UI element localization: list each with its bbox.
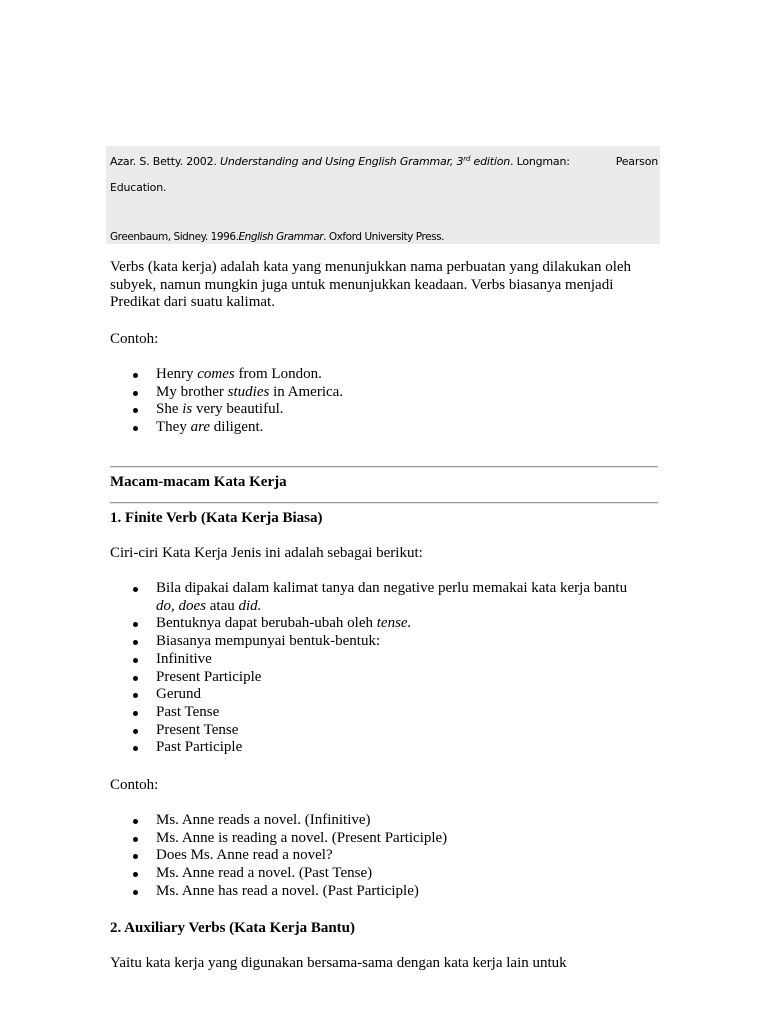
list-item: Ms. Anne read a novel. (Past Tense) — [110, 865, 447, 883]
finite-verb-characteristics-list — [110, 580, 627, 757]
list-item: Does Ms. Anne read a novel? — [110, 847, 447, 865]
list-item: Past Tense — [110, 704, 627, 722]
list-item: Infinitive — [110, 651, 627, 669]
auxiliary-verbs-intro: Yaitu kata kerja yang digunakan bersama-sama dengan kata kerja lain untuk — [110, 955, 567, 971]
reference-azar — [110, 155, 658, 168]
auxiliary-verbs-heading: 2. Auxiliary Verbs (Kata Kerja Bantu) — [110, 920, 356, 936]
contoh-label: Contoh: — [110, 777, 159, 793]
intro-paragraph: Verbs (kata kerja) adalah kata yang menunjukkan nama perbuatan yang dilakukan oleh subyek, namun mungkin juga untuk menunjukkan keadaan. Verbs biasanya menjadi Predikat dari suatu kalimat. — [110, 259, 632, 310]
list-item: Henry comes from London. — [110, 366, 343, 384]
list-item: Ms. Anne is reading a novel. (Present Participle) — [110, 830, 447, 848]
contoh-label: Contoh: — [110, 331, 159, 347]
reference-azar-main: Azar. S. Betty. 2002. Understanding and Using English Grammar, 3rd edition. Longman: — [110, 155, 570, 168]
section-title: Macam-macam Kata Kerja — [110, 474, 287, 490]
list-item: Present Tense — [110, 722, 627, 740]
list-item: Present Participle — [110, 669, 627, 687]
divider — [110, 502, 658, 504]
list-item: Ms. Anne reads a novel. (Infinitive) — [110, 812, 447, 830]
verb-examples-list — [110, 366, 343, 437]
list-item: Bila dipakai dalam kalimat tanya dan negative perlu memakai kata kerja bantu do, does atau did. — [110, 580, 627, 615]
divider — [110, 466, 658, 468]
finite-verb-examples-list — [110, 812, 447, 901]
list-item: Gerund — [110, 686, 627, 704]
list-item: Past Participle — [110, 739, 627, 757]
list-item: My brother studies in America. — [110, 384, 343, 402]
reference-greenbaum: Greenbaum, Sidney. 1996.English Grammar. Oxford University Press. — [110, 231, 445, 243]
list-item: She is very beautiful. — [110, 401, 343, 419]
finite-verb-intro: Ciri-ciri Kata Kerja Jenis ini adalah sebagai berikut: — [110, 545, 423, 561]
list-item: Biasanya mempunyai bentuk-bentuk: — [110, 633, 627, 651]
finite-verb-heading: 1. Finite Verb (Kata Kerja Biasa) — [110, 510, 323, 526]
list-item: Ms. Anne has read a novel. (Past Participle) — [110, 883, 447, 901]
reference-azar-publisher: Pearson — [615, 155, 658, 168]
list-item: Bentuknya dapat berubah-ubah oleh tense. — [110, 615, 627, 633]
list-item: They are diligent. — [110, 419, 343, 437]
reference-azar-line2: Education. — [110, 181, 167, 194]
